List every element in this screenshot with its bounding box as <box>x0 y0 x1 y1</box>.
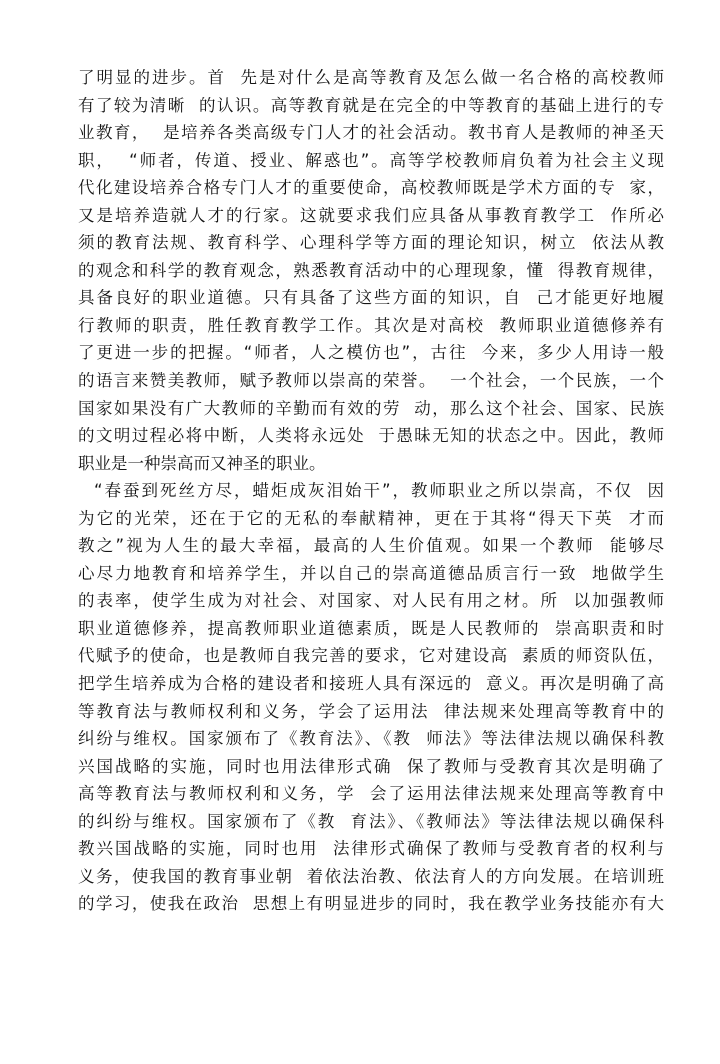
text-line: 的表率，使学生成为对社会、对国家、对人民有用之材。所 以加强教师 <box>78 591 664 611</box>
text-line: 为它的光荣，还在于它的无私的奉献精神，更在于其将“得天下英 才而 <box>78 508 664 528</box>
text-line: 义务，使我国的教育事业朝 着依法治教、依法育人的方向发展。在培训班 <box>78 866 664 886</box>
text-line: 行教师的职责，胜任教育教学工作。其次是对高校 教师职业道德修养有 <box>78 315 664 335</box>
text-line: 的文明过程必将中断，人类将永远处 于愚昧无知的状态之中。因此，教师 <box>78 426 664 446</box>
text-line: 的纠纷与维权。国家颁布了《教 育法》、《教师法》等法律法规以确保科 <box>78 811 664 831</box>
text-line: 的观念和科学的教育观念，熟悉教育活动中的心理现象，懂 得教育规律， <box>78 260 664 280</box>
text-line: 须的教育法规、教育科学、心理科学等方面的理论知识，树立 依法从教 <box>78 233 664 253</box>
text-line: 兴国战略的实施，同时也用法律形式确 保了教师与受教育其次是明确了 <box>78 756 664 776</box>
text-line: 代化建设培养合格专门人才的重要使命，高校教师既是学术方面的专 家， <box>78 178 664 198</box>
text-line: 把学生培养成为合格的建设者和接班人具有深远的 意义。再次是明确了高 <box>78 674 664 694</box>
text-line: 又是培养造就人才的行家。这就要求我们应具备从事教育教学工 作所必 <box>78 205 664 225</box>
text-line: 业教育， 是培养各类高级专门人才的社会活动。教书育人是教师的神圣天 <box>78 123 664 143</box>
text-line: 的语言来赞美教师，赋予教师以崇高的荣誉。 一个社会，一个民族，一个 <box>78 371 664 391</box>
text-line: 教之”视为人生的最大幸福，最高的人生价值观。如果一个教师 能够尽 <box>78 536 664 556</box>
text-line: 职业道德修养，提高教师职业道德素质，既是人民教师的 崇高职责和时 <box>78 618 664 638</box>
text-line: 纠纷与维权。国家颁布了《教育法》、《教 师法》等法律法规以确保科教 <box>78 729 664 749</box>
text-line: 高等教育法与教师权利和义务，学 会了运用法律法规来处理高等教育中 <box>78 784 664 804</box>
text-line: 教兴国战略的实施，同时也用 法律形式确保了教师与受教育者的权利与 <box>78 839 664 859</box>
text-line: 的学习，使我在政治 思想上有明显进步的同时，我在教学业务技能亦有大 <box>78 894 664 914</box>
text-line: 代赋予的使命，也是教师自我完善的要求，它对建设高 素质的师资队伍， <box>78 646 664 666</box>
text-line: 具备良好的职业道德。只有具备了这些方面的知识，自 己才能更好地履 <box>78 288 664 308</box>
text-line: 了明显的进步。首 先是对什么是高等教育及怎么做一名合格的高校教师 <box>78 68 664 87</box>
paragraph-start-line: “春蚕到死丝方尽，蜡炬成灰泪始干”，教师职业之所以崇高，不仅 因 <box>94 481 664 501</box>
text-line: 有了较为清晰 的认识。高等教育就是在完全的中等教育的基础上进行的专 <box>78 95 664 115</box>
text-line: 职， “师者，传道、授业、解惑也”。高等学校教师肩负着为社会主义现 <box>78 150 664 170</box>
paragraph-end-line: 职业是一种崇高而又神圣的职业。 <box>78 453 326 473</box>
text-line: 心尽力地教育和培养学生，并以自己的崇高道德品质言行一致 地做学生 <box>78 563 664 583</box>
text-line: 了更进一步的把握。“师者，人之模仿也”，古往 今来，多少人用诗一般 <box>78 343 664 363</box>
body-text <box>78 64 664 918</box>
text-line: 等教育法与教师权利和义务，学会了运用法 律法规来处理高等教育中的 <box>78 701 664 721</box>
text-line: 国家如果没有广大教师的辛勤而有效的劳 动，那么这个社会、国家、民族 <box>78 398 664 418</box>
